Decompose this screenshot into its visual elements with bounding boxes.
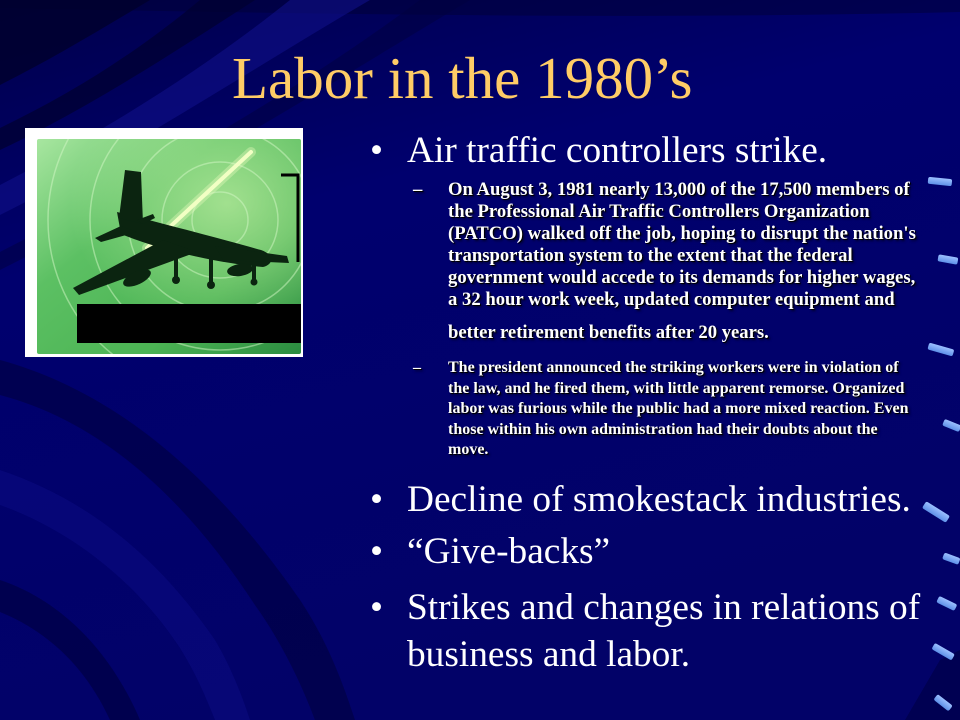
sub-bullet-line: better retirement benefits after 20 years. [448, 322, 769, 343]
sub-bullet-line: labor was furious while the public had a more mixed reaction. Even [448, 400, 909, 418]
bullet-item [370, 584, 927, 678]
sub-bullet-line: government would accede to its demands for higher wages, [448, 267, 916, 288]
landing-gear [209, 259, 213, 283]
sub-bullet-line: those within his own administration had their doubts about the [448, 420, 878, 438]
sub-bullet-line: (PATCO) walked off the job, hoping to disrupt the nation's [448, 223, 916, 244]
sub-bullet-patco [413, 179, 916, 344]
sub-bullet-president [413, 358, 908, 461]
sub-bullet-text [448, 358, 908, 461]
bullet-text: Strikes and changes in relations of business and labor. [407, 587, 921, 675]
bullet-text: Decline of smokestack industries. [407, 479, 911, 520]
sub-bullet-marker: – [413, 179, 423, 200]
bullet-text: “Give-backs” [407, 531, 611, 572]
landing-wheel [172, 276, 180, 284]
bullet-item [370, 476, 927, 523]
bullet-marker: • [370, 587, 384, 628]
sub-bullet-marker: – [413, 359, 421, 376]
bullet-marker: • [370, 531, 384, 572]
sub-bullet-line: The president announced the striking workers were in violation of [448, 359, 899, 376]
landing-gear [252, 262, 256, 280]
sub-bullet-line: transportation system to the extent that the federal [448, 245, 853, 266]
sub-bullet-text [448, 179, 916, 344]
sub-bullet-line: On August 3, 1981 nearly 13,000 of the 17,500 members of [448, 179, 910, 200]
bullet-marker: • [370, 130, 384, 171]
sub-bullet-line: the Professional Air Traffic Controllers Organization [448, 201, 870, 222]
sub-bullet-line: move. [448, 441, 489, 459]
slide-title: Labor in the 1980’s [232, 45, 693, 111]
bullet-marker: • [370, 479, 384, 520]
sub-bullet-line: a 32 hour work week, updated computer equipment and [448, 289, 895, 310]
bullet-item [370, 528, 927, 575]
image-black-bar [77, 304, 303, 343]
bullet-item [370, 127, 927, 174]
landing-wheel [251, 279, 258, 286]
landing-gear [174, 254, 178, 278]
landing-wheel [207, 281, 215, 289]
bullet-text: Air traffic controllers strike. [407, 130, 828, 171]
sub-bullet-line: the law, and he fired them, with little apparent remorse. Organized [448, 379, 905, 397]
airplane-radar-image [25, 128, 303, 357]
